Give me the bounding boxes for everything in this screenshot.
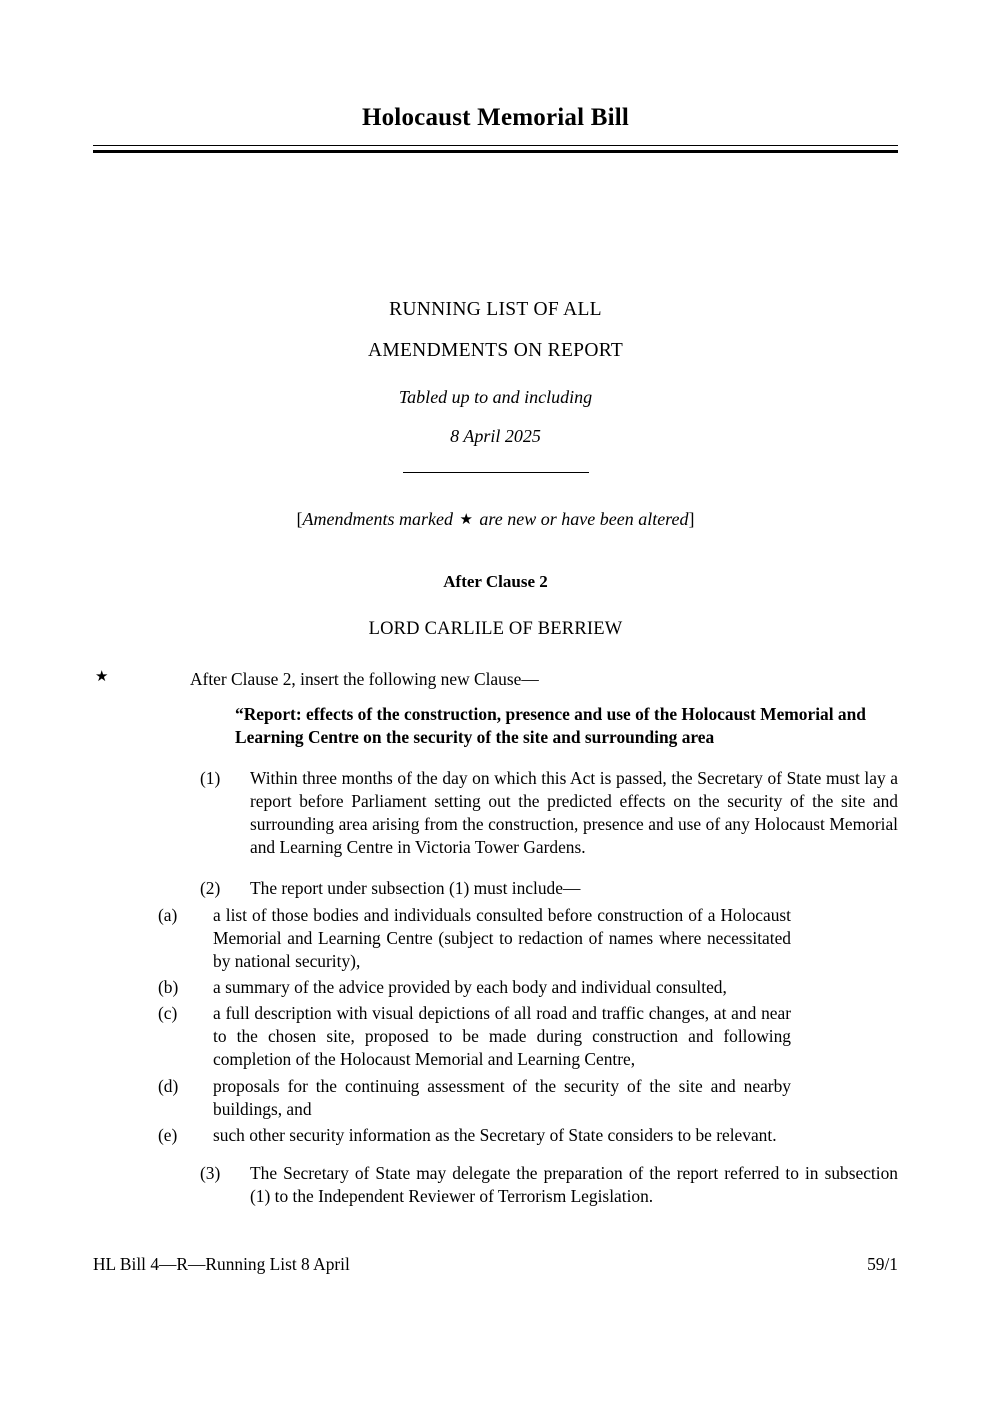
masthead-rule bbox=[93, 145, 898, 153]
paragraph-d-letter: (d) bbox=[158, 1075, 179, 1096]
paragraph-c-text: a full description with visual depictions of all road and traffic changes, at and near to the chosen site, proposed to be made during construction and following completion of the Holocaust Memorial and Learning Centre, bbox=[213, 1003, 791, 1070]
tabling-member-name: LORD CARLILE OF BERRIEW bbox=[368, 619, 623, 639]
footer-bill-reference: HL Bill 4—R—Running List 8 April bbox=[93, 1254, 350, 1274]
subsection-2-number: (2) bbox=[200, 878, 221, 899]
tabled-label: Tabled up to and including bbox=[398, 387, 593, 407]
subsection-3 bbox=[200, 1162, 898, 1208]
tabled-date: 8 April 2025 bbox=[450, 426, 541, 446]
subsection-1-number: (1) bbox=[200, 767, 221, 788]
paragraph-a-text: a list of those bodies and individuals consulted before construction of a Holocaust Memorial and Learning Centre (subject to redaction of names where necessitated by national security), bbox=[213, 904, 791, 971]
new-clause-heading: “Report: effects of the construction, presence and use of the Holocaust Memorial and Learning Centre on the security of the site and surrounding area bbox=[235, 703, 866, 747]
paragraph-e bbox=[158, 1124, 791, 1147]
paragraph-e-letter: (e) bbox=[158, 1124, 178, 1145]
paragraph-c-letter: (c) bbox=[158, 1003, 178, 1024]
paragraph-a bbox=[158, 904, 791, 973]
amendments-marked-note bbox=[93, 510, 898, 528]
note-close-bracket: ] bbox=[688, 509, 695, 529]
subsection-2-text: The report under subsection (1) must include— bbox=[250, 878, 581, 899]
header-divider-rule bbox=[403, 472, 589, 473]
subsection-3-text: The Secretary of State may delegate the preparation of the report referred to in subsection (1) to the Independent Reviewer of Terrorism Legislation. bbox=[250, 1163, 898, 1207]
subsection-1 bbox=[200, 767, 898, 860]
page-title: Holocaust Memorial Bill bbox=[361, 104, 630, 131]
header-line-2: AMENDMENTS ON REPORT bbox=[367, 339, 624, 361]
star-icon: ★ bbox=[459, 512, 473, 528]
paragraph-a-letter: (a) bbox=[158, 904, 178, 925]
note-text-before: Amendments marked bbox=[302, 509, 458, 529]
running-list-header bbox=[93, 300, 898, 528]
page-footer bbox=[93, 1256, 898, 1273]
subsection-3-number: (3) bbox=[200, 1163, 221, 1184]
paragraph-d bbox=[158, 1075, 791, 1121]
clause-heading: After Clause 2 bbox=[443, 572, 548, 591]
header-line-1: RUNNING LIST OF ALL bbox=[389, 299, 602, 320]
masthead bbox=[93, 104, 898, 153]
paragraph-d-text: proposals for the continuing assessment of the security of the site and nearby buildings, and bbox=[213, 1075, 791, 1119]
amendment-body bbox=[93, 668, 898, 1208]
footer-page-number: 59/1 bbox=[867, 1254, 898, 1274]
paragraph-e-text: such other security information as the Secretary of State considers to be relevant. bbox=[213, 1124, 777, 1145]
amendment-lead-in: After Clause 2, insert the following new Clause— bbox=[190, 669, 539, 689]
subsection-1-text: Within three months of the day on which this Act is passed, the Secretary of State must lay a report before Parliament setting out the predicted effects on the security of the site and surrounding area arising from the construction, presence and use of any Holocaust Memorial and Learning Centre in Victoria Tower Gardens. bbox=[250, 767, 898, 858]
new-amendment-star-icon: ★ bbox=[95, 669, 109, 685]
note-text-after: are new or have been altered bbox=[474, 509, 689, 529]
note-open-bracket: [ bbox=[296, 509, 303, 529]
paragraph-b-text: a summary of the advice provided by each body and individual consulted, bbox=[213, 977, 727, 998]
subsection-2 bbox=[200, 877, 898, 900]
paragraph-b bbox=[158, 976, 791, 999]
paragraph-b-letter: (b) bbox=[158, 977, 179, 998]
paragraph-c bbox=[158, 1002, 791, 1071]
